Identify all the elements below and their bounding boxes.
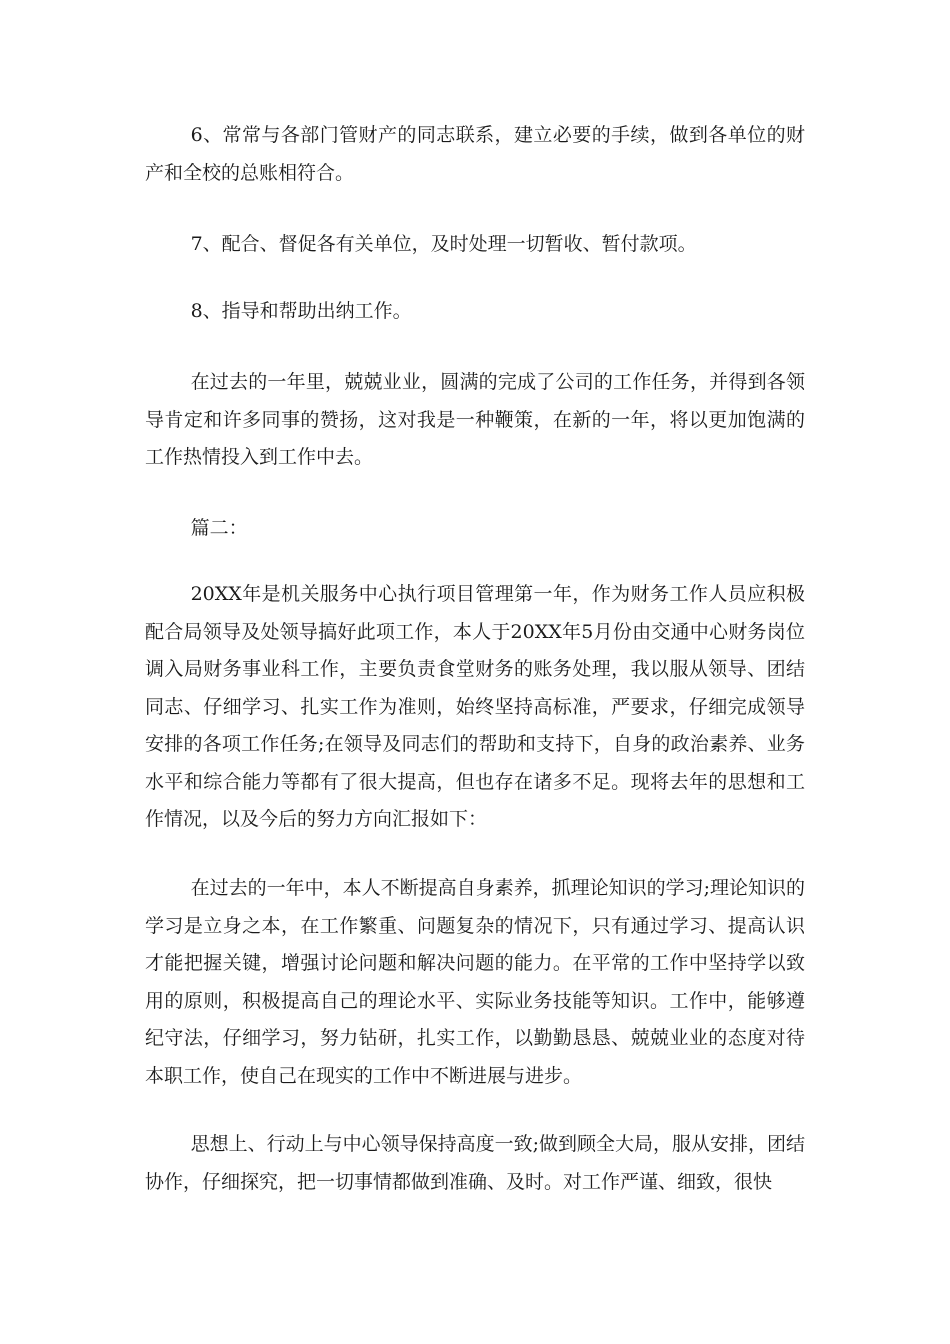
paragraph-summary: 在过去的一年里，兢兢业业，圆满的完成了公司的工作任务，并得到各领导肯定和许多同事的赞扬，这对我是一种鞭策，在新的一年，将以更加饱满的工作热情投入到工作中去。 [145, 371, 805, 468]
section-heading: 篇二： [190, 517, 248, 539]
paragraph-item-8: 8、指导和帮助出纳工作。 [190, 300, 412, 322]
paragraph-study: 在过去的一年中，本人不断提高自身素养，抓理论知识的学习;理论知识的学习是立身之本，在工作繁重、问题复杂的情况下，只有通过学习、提高认识才能把握关键，增强讨论问题和解决问题的能力。在平常的工作中坚持学以致用的原则，积极提高自己的理论水平、实际业务技能等知识。工作中，能够遵纪守法，仔细学习，努力钻研，扎实工作，以勤勤恳恳、兢兢业业的态度对待本职工作，使自己在现实的工作中不断进展与进步。 [145, 877, 805, 1087]
paragraph-item-7: 7、配合、督促各有关单位，及时处理一切暂收、暂付款项。 [190, 233, 697, 255]
paragraph-item-6: 6、常常与各部门管财产的同志联系，建立必要的手续，做到各单位的财产和全校的总账相符合。 [145, 124, 805, 184]
paragraph-intro: 20XX年是机关服务中心执行项目管理第一年，作为财务工作人员应积极配合局领导及处领导搞好此项工作，本人于20XX年5月份由交通中心财务岗位调入局财务事业科工作，主要负责食堂财务的账务处理，我以服从领导、团结同志、仔细学习、扎实工作为准则，始终坚持高标准，严要求，仔细完成领导安排的各项工作任务;在领导及同志们的帮助和支持下，自身的政治素养、业务水平和综合能力等都有了很大提高，但也存在诸多不足。现将去年的思想和工作情况，以及今后的努力方向汇报如下： [145, 583, 805, 830]
paragraph-ideology: 思想上、行动上与中心领导保持高度一致;做到顾全大局，服从安排，团结协作，仔细探究，把一切事情都做到准确、及时。对工作严谨、细致，很快 [145, 1133, 805, 1193]
